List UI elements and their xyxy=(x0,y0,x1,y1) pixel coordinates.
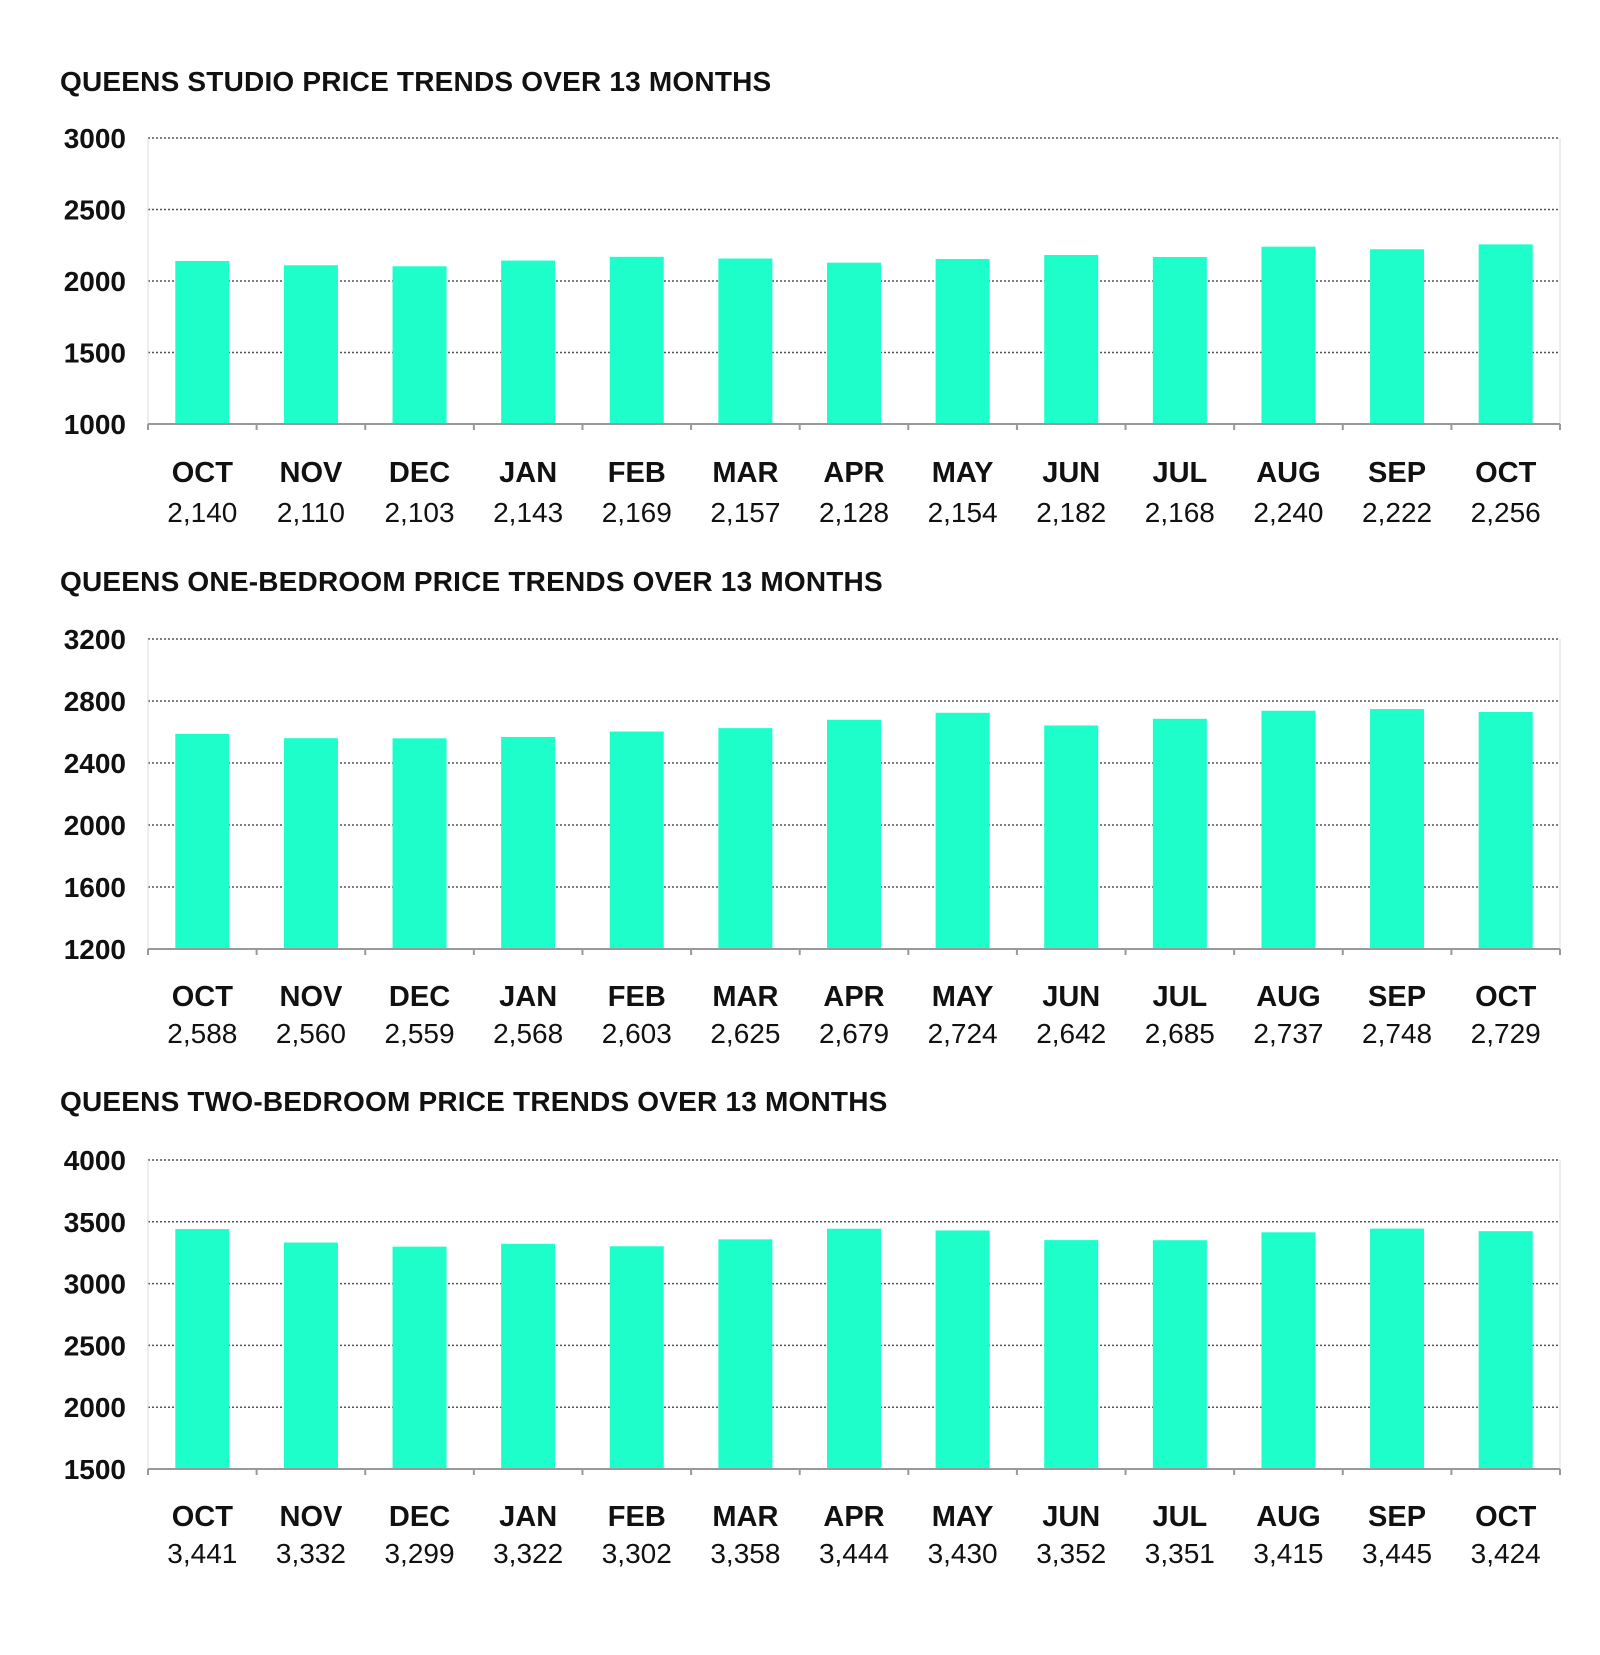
data-value-label: 3,424 xyxy=(1470,1538,1541,1569)
x-category-label: FEB xyxy=(607,981,666,1013)
y-tick-label: 3000 xyxy=(63,123,126,154)
y-tick-label: 2500 xyxy=(63,1330,126,1362)
data-value-label: 3,352 xyxy=(1036,1538,1107,1569)
x-category-label: NOV xyxy=(279,981,343,1013)
bar xyxy=(1479,712,1533,949)
data-value-label: 2,157 xyxy=(710,497,781,528)
bar xyxy=(610,257,664,424)
one-bedroom-chart-panel xyxy=(0,566,1600,1049)
data-value-label: 2,110 xyxy=(276,497,345,528)
data-value-label: 3,430 xyxy=(927,1538,998,1569)
bar xyxy=(827,263,881,424)
data-value-label: 2,256 xyxy=(1470,497,1541,528)
data-value-label: 2,169 xyxy=(601,497,672,528)
bar xyxy=(1479,1231,1533,1469)
bar xyxy=(610,732,664,949)
x-category-label: JAN xyxy=(499,457,558,489)
bar xyxy=(718,259,772,424)
x-category-label: APR xyxy=(823,1501,885,1533)
data-value-label: 2,143 xyxy=(493,497,564,528)
two-bedroom-bar-chart xyxy=(0,1086,1600,1569)
data-value-label: 3,415 xyxy=(1253,1538,1324,1569)
x-category-label: JAN xyxy=(499,1501,558,1533)
x-category-label: JAN xyxy=(499,981,558,1013)
data-value-label: 2,625 xyxy=(710,1018,781,1049)
data-value-label: 2,642 xyxy=(1036,1018,1107,1049)
data-value-label: 2,222 xyxy=(1362,497,1433,528)
chart-title: QUEENS STUDIO PRICE TRENDS OVER 13 MONTHS xyxy=(60,66,772,97)
x-category-label: JUN xyxy=(1042,1501,1101,1533)
x-category-label: NOV xyxy=(279,457,343,489)
bar xyxy=(284,738,338,949)
bar xyxy=(501,261,555,424)
x-category-label: APR xyxy=(823,981,885,1013)
bar xyxy=(1044,255,1098,424)
two-bedroom-chart-panel xyxy=(0,1086,1600,1569)
bar xyxy=(284,265,338,424)
bar xyxy=(1370,249,1424,424)
y-tick-label: 3000 xyxy=(63,1268,126,1300)
bar xyxy=(1261,247,1315,424)
x-category-label: FEB xyxy=(607,1501,666,1533)
y-tick-label: 1500 xyxy=(63,337,126,369)
data-value-label: 2,685 xyxy=(1144,1018,1215,1049)
bar xyxy=(501,737,555,949)
data-value-label: 3,444 xyxy=(818,1538,890,1569)
bar xyxy=(827,1229,881,1469)
chart-title: QUEENS TWO-BEDROOM PRICE TRENDS OVER 13 MONTHS xyxy=(60,1086,888,1117)
x-category-label: OCT xyxy=(1475,1501,1537,1533)
y-tick-label: 1000 xyxy=(63,409,126,440)
bar xyxy=(1044,1240,1098,1469)
y-tick-label: 1600 xyxy=(63,872,126,903)
data-value-label: 2,748 xyxy=(1362,1018,1433,1049)
x-category-label: NOV xyxy=(279,1501,343,1533)
data-value-label: 2,140 xyxy=(167,497,238,528)
data-value-label: 2,240 xyxy=(1253,497,1324,528)
data-value-label: 2,154 xyxy=(927,497,998,528)
bar xyxy=(1153,1240,1207,1469)
bar xyxy=(827,720,881,949)
bar xyxy=(1153,719,1207,949)
y-tick-label: 1500 xyxy=(63,1454,126,1485)
bar xyxy=(718,728,772,949)
bar xyxy=(175,734,229,949)
chart-title: QUEENS ONE-BEDROOM PRICE TRENDS OVER 13 MONTHS xyxy=(60,566,883,597)
bar xyxy=(1044,725,1098,949)
bar xyxy=(1261,1232,1315,1469)
y-tick-label: 2500 xyxy=(63,194,126,226)
x-category-label: APR xyxy=(823,457,885,489)
data-value-label: 2,560 xyxy=(275,1018,346,1049)
y-tick-label: 2000 xyxy=(63,266,126,297)
x-category-label: AUG xyxy=(1256,457,1321,489)
bar xyxy=(1261,711,1315,949)
x-category-label: JUL xyxy=(1152,1501,1208,1533)
x-category-label: OCT xyxy=(1475,457,1537,489)
x-category-label: MAY xyxy=(931,457,994,489)
bar xyxy=(718,1239,772,1469)
bar xyxy=(393,1247,447,1469)
x-category-label: AUG xyxy=(1256,1501,1321,1533)
x-category-label: MAR xyxy=(712,981,779,1013)
x-category-label: DEC xyxy=(388,457,451,489)
studio-chart-panel xyxy=(0,66,1600,536)
x-category-label: MAR xyxy=(712,1501,779,1533)
x-category-label: SEP xyxy=(1368,1501,1427,1533)
x-category-label: OCT xyxy=(171,981,233,1013)
bar xyxy=(1479,244,1533,424)
studio-bar-chart xyxy=(0,66,1600,536)
data-value-label: 2,182 xyxy=(1036,497,1107,528)
data-value-label: 3,445 xyxy=(1362,1538,1433,1569)
bar xyxy=(936,1230,990,1469)
x-category-label: MAY xyxy=(931,1501,994,1533)
bar xyxy=(175,1229,229,1469)
data-value-label: 3,332 xyxy=(275,1538,346,1569)
data-value-label: 2,128 xyxy=(818,497,890,528)
data-value-label: 3,351 xyxy=(1144,1538,1215,1569)
x-category-label: FEB xyxy=(607,457,666,489)
bar xyxy=(393,266,447,424)
bar xyxy=(610,1246,664,1469)
y-tick-label: 1200 xyxy=(63,934,126,965)
data-value-label: 2,729 xyxy=(1470,1018,1541,1049)
y-tick-label: 3500 xyxy=(63,1206,126,1238)
data-value-label: 2,737 xyxy=(1253,1018,1324,1049)
bar xyxy=(936,713,990,949)
data-value-label: 2,603 xyxy=(601,1018,672,1049)
bar xyxy=(1370,709,1424,949)
data-value-label: 3,299 xyxy=(384,1538,455,1569)
x-category-label: OCT xyxy=(171,1501,233,1533)
data-value-label: 2,724 xyxy=(927,1018,998,1049)
x-category-label: SEP xyxy=(1368,457,1427,489)
bar xyxy=(1370,1229,1424,1469)
x-category-label: AUG xyxy=(1256,981,1321,1013)
bar xyxy=(393,738,447,949)
data-value-label: 2,168 xyxy=(1144,497,1215,528)
y-tick-label: 2000 xyxy=(63,1392,126,1424)
data-value-label: 2,103 xyxy=(384,497,455,528)
y-tick-label: 2400 xyxy=(63,748,126,779)
x-category-label: OCT xyxy=(1475,981,1537,1013)
x-category-label: SEP xyxy=(1368,981,1427,1013)
y-tick-label: 2000 xyxy=(63,810,126,841)
x-category-label: JUL xyxy=(1152,457,1208,489)
x-category-label: JUL xyxy=(1152,981,1208,1013)
y-tick-label: 4000 xyxy=(63,1145,126,1176)
x-category-label: DEC xyxy=(388,981,451,1013)
x-category-label: OCT xyxy=(171,457,233,489)
x-category-label: JUN xyxy=(1042,981,1101,1013)
data-value-label: 2,568 xyxy=(493,1018,564,1049)
data-value-label: 2,559 xyxy=(384,1018,455,1049)
bar xyxy=(175,261,229,424)
bar xyxy=(1153,257,1207,424)
y-tick-label: 3200 xyxy=(63,624,126,655)
x-category-label: MAR xyxy=(712,457,779,489)
y-tick-label: 2800 xyxy=(63,686,126,717)
bar xyxy=(936,259,990,424)
one-bedroom-bar-chart xyxy=(0,566,1600,1049)
x-category-label: DEC xyxy=(388,1501,451,1533)
bar xyxy=(284,1243,338,1469)
data-value-label: 2,588 xyxy=(167,1018,238,1049)
x-category-label: JUN xyxy=(1042,457,1101,489)
data-value-label: 3,358 xyxy=(710,1538,781,1569)
data-value-label: 3,441 xyxy=(167,1538,238,1569)
x-category-label: MAY xyxy=(931,981,994,1013)
bar xyxy=(501,1244,555,1469)
data-value-label: 2,679 xyxy=(818,1018,890,1049)
data-value-label: 3,302 xyxy=(601,1538,672,1569)
data-value-label: 3,322 xyxy=(493,1538,564,1569)
